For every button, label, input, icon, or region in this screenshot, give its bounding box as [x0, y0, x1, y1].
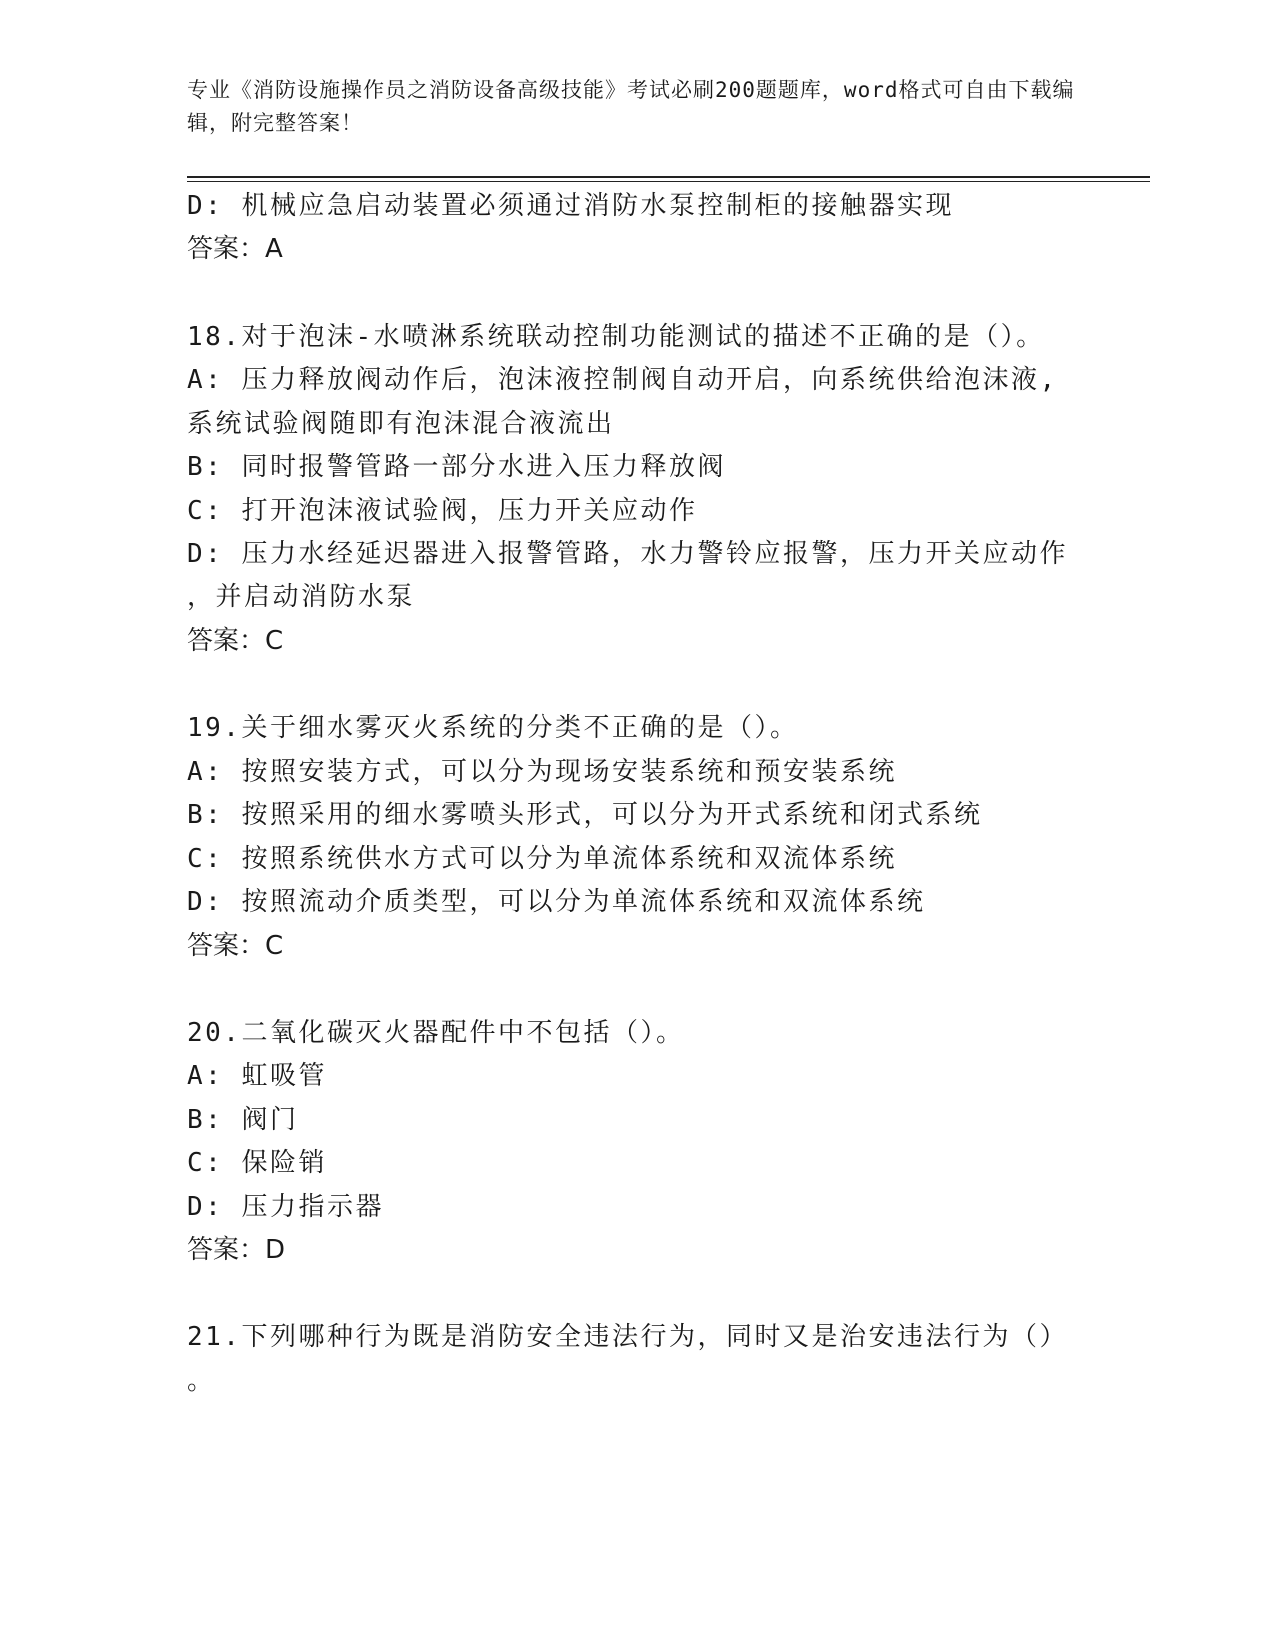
q19-answer: 答案：C — [187, 931, 284, 961]
q19-question: 19.关于细水雾灭火系统的分类不正确的是（）。 — [187, 713, 799, 743]
q18-option-a-cont: 系统试验阀随即有泡沫混合液流出 — [187, 409, 615, 439]
q18-option-c: C: 打开泡沫液试验阀，压力开关应动作 — [187, 496, 698, 526]
q20-option-c: C: 保险销 — [187, 1148, 327, 1178]
q21-question-cont: 。 — [187, 1366, 216, 1396]
q19-option-d: D: 按照流动介质类型，可以分为单流体系统和双流体系统 — [187, 887, 926, 917]
q19-option-c: C: 按照系统供水方式可以分为单流体系统和双流体系统 — [187, 844, 897, 874]
q18-question: 18.对于泡沫-水喷淋系统联动控制功能测试的描述不正确的是（）。 — [187, 322, 1045, 352]
q21-question: 21.下列哪种行为既是消防安全违法行为，同时又是治安违法行为（） — [187, 1322, 1068, 1352]
header-divider-thin — [187, 181, 1150, 182]
q20-option-a: A: 虹吸管 — [187, 1061, 327, 1091]
q18-option-b: B: 同时报警管路一部分水进入压力释放阀 — [187, 452, 726, 482]
q20-answer: 答案：D — [187, 1235, 286, 1265]
q18-option-a: A: 压力释放阀动作后，泡沫液控制阀自动开启，向系统供给泡沫液, — [187, 365, 1058, 395]
q20-option-d: D: 压力指示器 — [187, 1192, 384, 1222]
document-header: 专业《消防设施操作员之消防设备高级技能》考试必刷200题题库，word格式可自由下载编辑，附完整答案！ — [187, 78, 1075, 135]
q20-option-b: B: 阀门 — [187, 1105, 299, 1135]
q18-option-d: D: 压力水经延迟器进入报警管路，水力警铃应报警，压力开关应动作 — [187, 539, 1068, 569]
q18-option-d-cont: ，并启动消防水泵 — [187, 582, 416, 612]
q18-answer: 答案：C — [187, 626, 284, 656]
q19-option-b: B: 按照采用的细水雾喷头形式，可以分为开式系统和闭式系统 — [187, 800, 983, 830]
q17-option-d: D: 机械应急启动装置必须通过消防水泵控制柜的接触器实现 — [187, 191, 954, 221]
q19-option-a: A: 按照安装方式，可以分为现场安装系统和预安装系统 — [187, 757, 897, 787]
header-divider-thick — [187, 176, 1150, 178]
q17-answer: 答案：A — [187, 234, 283, 264]
q20-question: 20.二氧化碳灭火器配件中不包括（）。 — [187, 1018, 685, 1048]
